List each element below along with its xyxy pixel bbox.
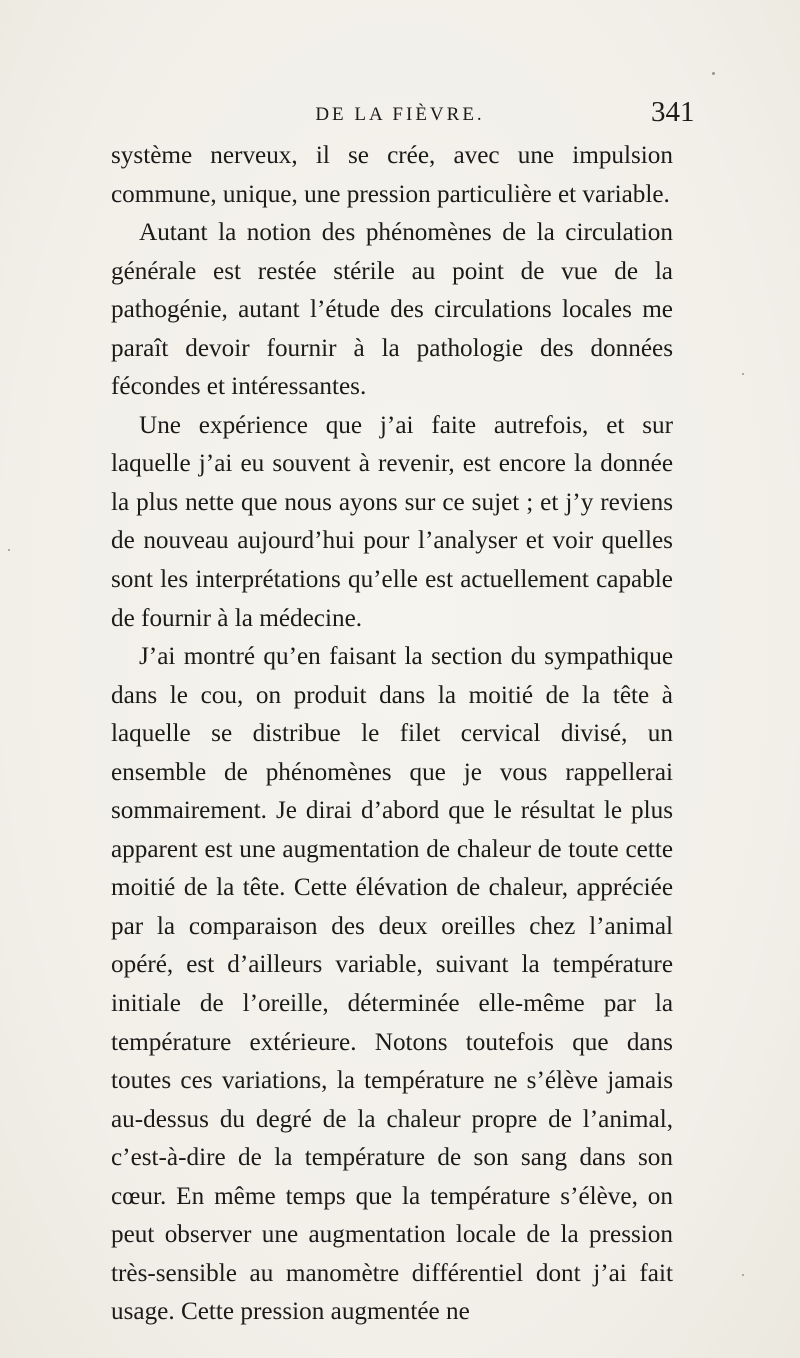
paragraph: J’ai montré qu’en faisant la section du sympathique dans le cou, on produit dans la moitié de la tête à laquelle se distribue le filet cervical divisé, un ensemble de phénomènes que je vous rappellerai sommairement. Je dirai d’abord que le résultat le plus apparent est une augmentation de chaleur de toute cette moitié de la tête. Cette élévation de chaleur, appréciée par la comparaison des deux oreilles chez l’animal opéré, est d’ailleurs variable, suivant la température initiale de l’oreille, déterminée elle-même par la température extérieure. Notons toutefois que dans toutes ces variations, la température ne s’élève jamais au-dessus du degré de la chaleur propre de l’animal, c’est-à-dire de la température de son sang dans son cœur. En même temps que la température s’élève, on peut observer une augmentation locale de la pression très-sensible au manomètre différentiel dont j’ai fait usage. Cette pression augmentée ne bbox=[111, 643, 673, 1326]
paper-speck bbox=[742, 1274, 744, 1276]
paragraph-continuation: système nerveux, il se crée, avec une impulsion commune, unique, une pression particulière et variable. bbox=[111, 142, 673, 208]
body-text bbox=[111, 137, 673, 1332]
page-header bbox=[0, 96, 800, 136]
running-title: DE LA FIÈVRE. bbox=[315, 104, 485, 125]
page-number: 341 bbox=[651, 96, 695, 128]
paragraph: Autant la notion des phénomènes de la circulation générale est restée stérile au point de vue de la pathogénie, autant l’étude des circulations locales me paraît devoir fournir à la pathologie des données fécondes et intéressantes. bbox=[111, 219, 673, 401]
paper-speck bbox=[742, 373, 744, 375]
paper-speck bbox=[8, 549, 10, 551]
paper-speck bbox=[712, 72, 715, 75]
paragraph: Une expérience que j’ai faite autrefois, et sur laquelle j’ai eu souvent à revenir, est encore la donnée la plus nette que nous ayons sur ce sujet ; et j’y reviens de nouveau aujourd’hui pour l’analyser et voir quelles sont les interprétations qu’elle est actuellement capable de fournir à la médecine. bbox=[111, 411, 673, 632]
